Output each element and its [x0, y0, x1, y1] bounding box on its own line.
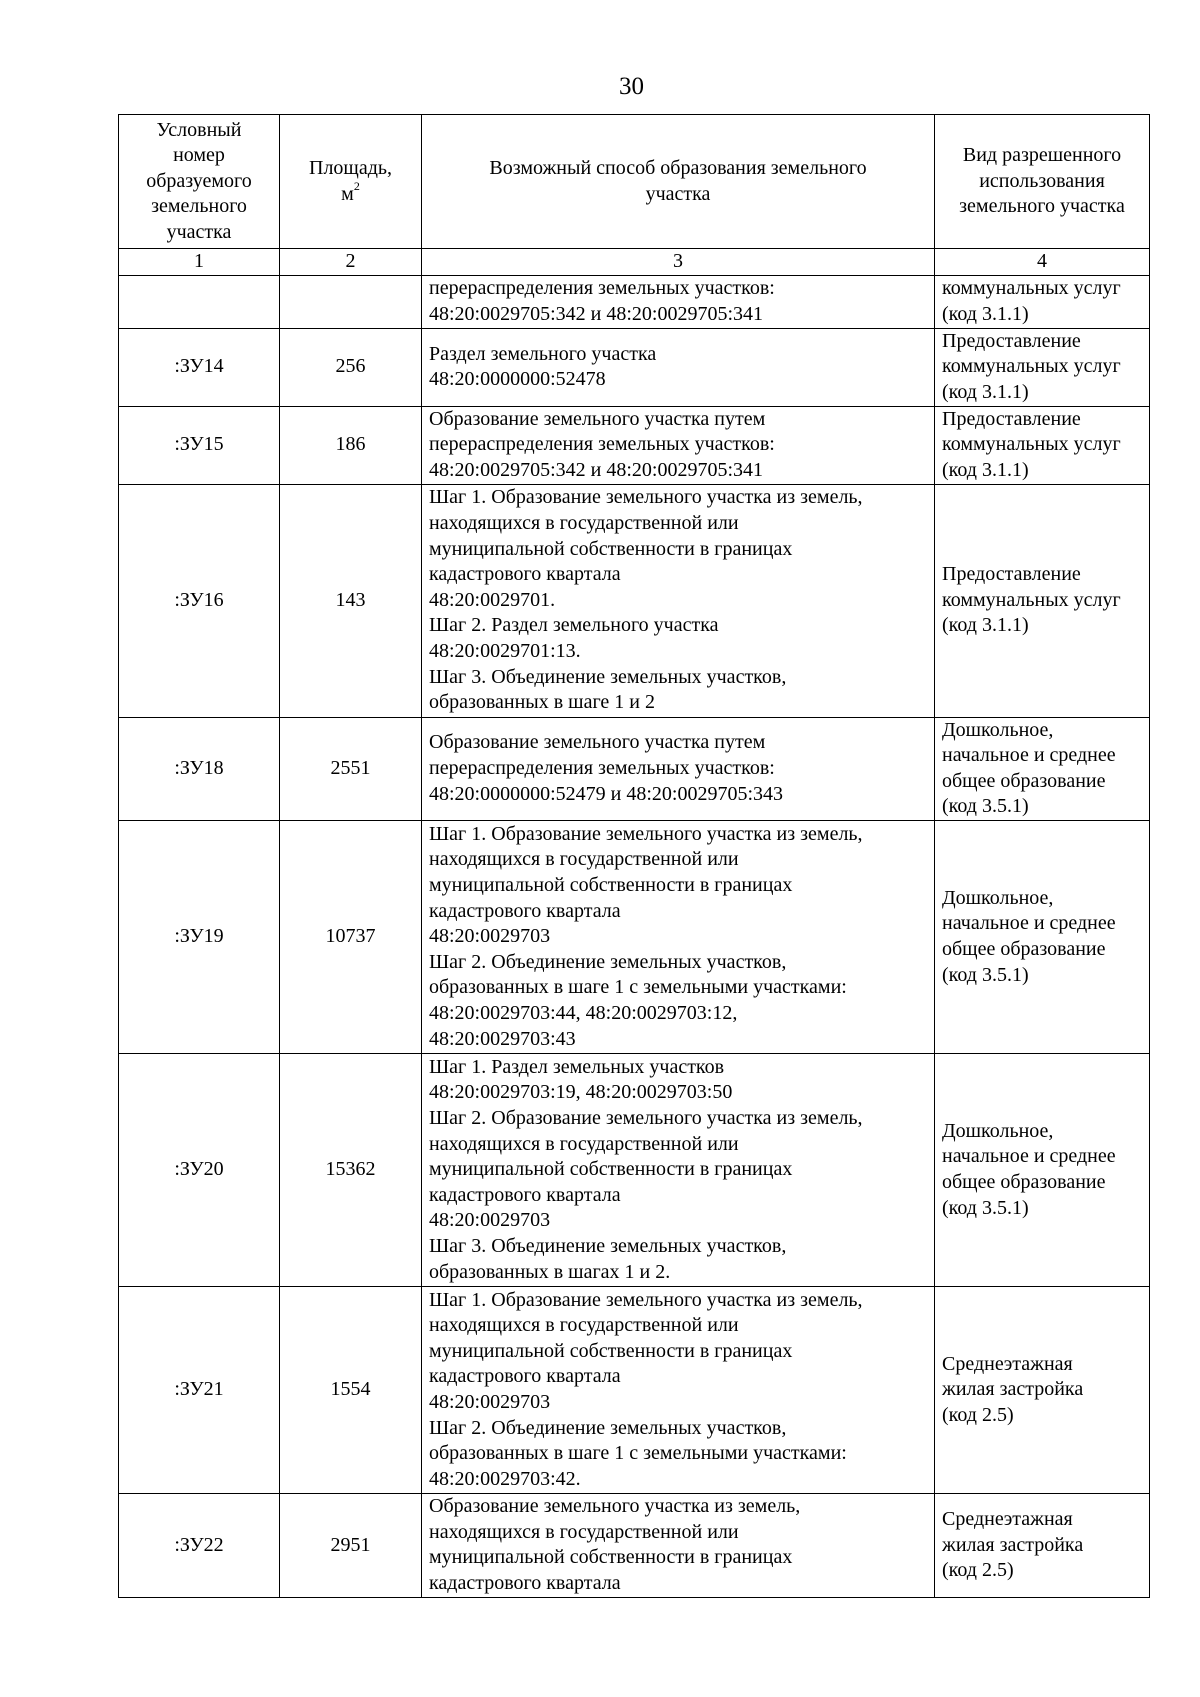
permitted-use: Среднеэтажная жилая застройка (код 2.5) — [935, 1493, 1150, 1597]
formation-method: Образование земельного участка из земель, находящихся в государственной или муниципальной собственности в границах кадастрового квартала — [422, 1493, 935, 1597]
header-area-label: Площадь, м — [309, 156, 392, 205]
formation-method: Шаг 1. Раздел земельных участков 48:20:0029703:19, 48:20:0029703:50 Шаг 2. Образование земельного участка из земель, находящихся в государственной или муниципальной собственности в границах кадастрового квартала 48:20:0029703 Шаг 3. Объединение земельных участков, образованных в шагах 1 и 2. — [422, 1053, 935, 1286]
table-row — [119, 328, 1150, 406]
formation-method: Образование земельного участка путем перераспределения земельных участков: 48:20:0000000:52479 и 48:20:0029705:343 — [422, 717, 935, 820]
header-area-sup: 2 — [353, 178, 360, 193]
permitted-use: коммунальных услуг (код 3.1.1) — [935, 275, 1150, 328]
table-row — [119, 275, 1150, 328]
column-number: 3 — [422, 249, 935, 276]
plot-area: 2551 — [280, 717, 422, 820]
table-row — [119, 1053, 1150, 1286]
plot-number: :ЗУ20 — [119, 1053, 280, 1286]
table-row — [119, 406, 1150, 484]
header-permitted-use: Вид разрешенного использования земельного участка — [935, 115, 1150, 249]
land-plots-table — [118, 114, 1150, 1598]
plot-number: :ЗУ16 — [119, 484, 280, 717]
column-number-row — [119, 249, 1150, 276]
plot-number: :ЗУ15 — [119, 406, 280, 484]
column-number: 2 — [280, 249, 422, 276]
formation-method: перераспределения земельных участков: 48:20:0029705:342 и 48:20:0029705:341 — [422, 275, 935, 328]
header-area — [280, 115, 422, 249]
formation-method: Раздел земельного участка 48:20:0000000:52478 — [422, 328, 935, 406]
plot-area: 2951 — [280, 1493, 422, 1597]
permitted-use: Среднеэтажная жилая застройка (код 2.5) — [935, 1286, 1150, 1493]
permitted-use: Предоставление коммунальных услуг (код 3.1.1) — [935, 328, 1150, 406]
plot-number: :ЗУ18 — [119, 717, 280, 820]
permitted-use: Дошкольное, начальное и среднее общее образование (код 3.5.1) — [935, 820, 1150, 1053]
table-row — [119, 1493, 1150, 1597]
table-row — [119, 1286, 1150, 1493]
permitted-use: Предоставление коммунальных услуг (код 3.1.1) — [935, 406, 1150, 484]
plot-area: 143 — [280, 484, 422, 717]
plot-number: :ЗУ19 — [119, 820, 280, 1053]
table-row — [119, 484, 1150, 717]
plot-area: 256 — [280, 328, 422, 406]
column-number: 4 — [935, 249, 1150, 276]
plot-number: :ЗУ21 — [119, 1286, 280, 1493]
header-formation-method: Возможный способ образования земельного участка — [422, 115, 935, 249]
table-row — [119, 717, 1150, 820]
formation-method: Шаг 1. Образование земельного участка из земель, находящихся в государственной или муниципальной собственности в границах кадастрового квартала 48:20:0029703 Шаг 2. Объединение земельных участков, образованных в шаге 1 с земельными участками: 48:20:0029703:42. — [422, 1286, 935, 1493]
header-plot-number: Условный номер образуемого земельного участка — [119, 115, 280, 249]
plot-area: 1554 — [280, 1286, 422, 1493]
column-number: 1 — [119, 249, 280, 276]
table-row — [119, 820, 1150, 1053]
plot-number — [119, 275, 280, 328]
table-header-row — [119, 115, 1150, 249]
permitted-use: Дошкольное, начальное и среднее общее образование (код 3.5.1) — [935, 1053, 1150, 1286]
plot-number: :ЗУ22 — [119, 1493, 280, 1597]
permitted-use: Дошкольное, начальное и среднее общее образование (код 3.5.1) — [935, 717, 1150, 820]
plot-number: :ЗУ14 — [119, 328, 280, 406]
plot-area: 186 — [280, 406, 422, 484]
formation-method: Образование земельного участка путем перераспределения земельных участков: 48:20:0029705:342 и 48:20:0029705:341 — [422, 406, 935, 484]
permitted-use: Предоставление коммунальных услуг (код 3.1.1) — [935, 484, 1150, 717]
formation-method: Шаг 1. Образование земельного участка из земель, находящихся в государственной или муниципальной собственности в границах кадастрового квартала 48:20:0029701. Шаг 2. Раздел земельного участка 48:20:0029701:13. Шаг 3. Объединение земельных участков, образованных в шаге 1 и 2 — [422, 484, 935, 717]
page-number: 30 — [619, 73, 644, 100]
plot-area: 10737 — [280, 820, 422, 1053]
plot-area — [280, 275, 422, 328]
formation-method: Шаг 1. Образование земельного участка из земель, находящихся в государственной или муниципальной собственности в границах кадастрового квартала 48:20:0029703 Шаг 2. Объединение земельных участков, образованных в шаге 1 с земельными участками: 48:20:0029703:44, 48:20:0029703:12, 48:20:0029703:43 — [422, 820, 935, 1053]
plot-area: 15362 — [280, 1053, 422, 1286]
